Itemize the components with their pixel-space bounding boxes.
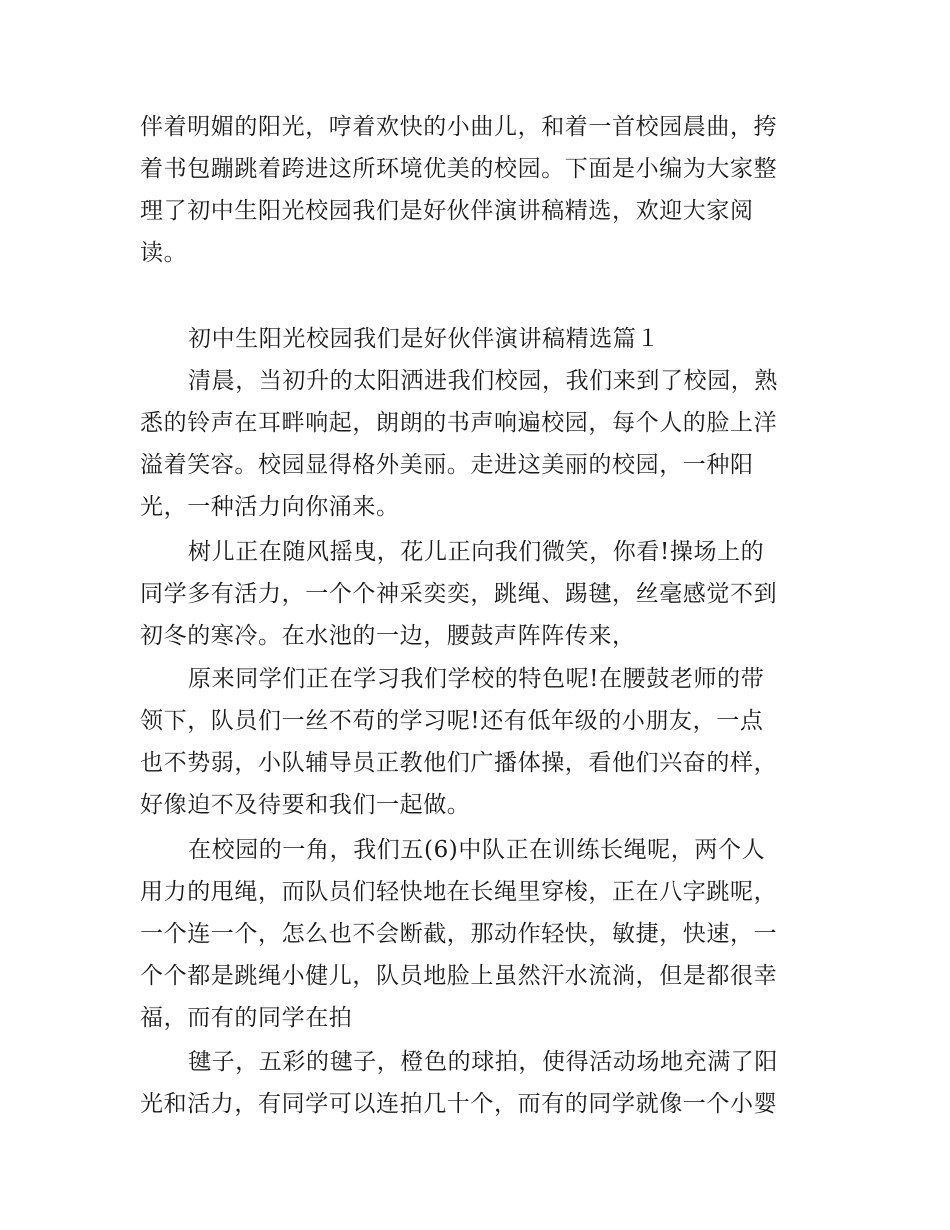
paragraph-3-line-3: 也不势弱，小队辅导员正教他们广播体操，看他们兴奋的样， — [140, 750, 778, 776]
paragraph-4-line-5: 福，而有的同学在拍 — [140, 1005, 353, 1031]
section-title: 初中生阳光校园我们是好伙伴演讲稿精选篇１ — [188, 326, 660, 352]
paragraph-1-line-2: 悉的铃声在耳畔响起，朗朗的书声响遍校园，每个人的脸上洋 — [140, 410, 778, 436]
paragraph-2-line-3: 初冬的寒冷。在水池的一边，腰鼓声阵阵传来， — [140, 623, 636, 649]
paragraph-5-line-2: 光和活力，有同学可以连拍几十个，而有的同学就像一个小婴 — [140, 1091, 778, 1117]
paragraph-1-line-4: 光，一种活力向你涌来。 — [140, 494, 400, 520]
paragraph-2-line-1: 树儿正在随风摇曳，花儿正向我们微笑，你看!操场上的 — [188, 539, 765, 565]
paragraph-1-line-3: 溢着笑容。校园显得格外美丽。走进这美丽的校园，一种阳 — [140, 452, 754, 478]
paragraph-4-line-3: 一个连一个，怎么也不会断截，那动作轻快，敏捷，快速，一 — [140, 921, 778, 947]
paragraph-3-line-1: 原来同学们正在学习我们学校的特色呢!在腰鼓老师的带 — [188, 666, 765, 692]
paragraph-3-line-4: 好像迫不及待要和我们一起做。 — [140, 792, 471, 818]
paragraph-4-line-4: 个个都是跳绳小健儿，队员地脸上虽然汗水流淌，但是都很幸 — [140, 963, 778, 989]
paragraph-4-line-1: 在校园的一角，我们五(6)中队正在训练长绳呢，两个人 — [188, 837, 766, 863]
paragraph-1-line-1: 清晨，当初升的太阳洒进我们校园，我们来到了校园，熟 — [188, 368, 778, 394]
paragraph-5-line-1: 毽子，五彩的毽子，橙色的球拍，使得活动场地充满了阳 — [188, 1049, 778, 1075]
intro-line-2: 着书包蹦跳着跨进这所环境优美的校园。下面是小编为大家整 — [140, 156, 778, 182]
paragraph-3-line-2: 领下，队员们一丝不苟的学习呢!还有低年级的小朋友，一点 — [140, 708, 764, 734]
intro-line-1: 伴着明媚的阳光，哼着欢快的小曲儿，和着一首校园晨曲，挎 — [140, 114, 778, 140]
paragraph-4-line-2: 用力的甩绳，而队员们轻快地在长绳里穿梭，正在八字跳呢， — [140, 879, 778, 905]
intro-line-3: 理了初中生阳光校园我们是好伙伴演讲稿精选，欢迎大家阅 — [140, 198, 754, 224]
paragraph-2-line-2: 同学多有活力，一个个神采奕奕，跳绳、踢毽，丝毫感觉不到 — [140, 581, 778, 607]
intro-line-4: 读。 — [140, 240, 188, 266]
